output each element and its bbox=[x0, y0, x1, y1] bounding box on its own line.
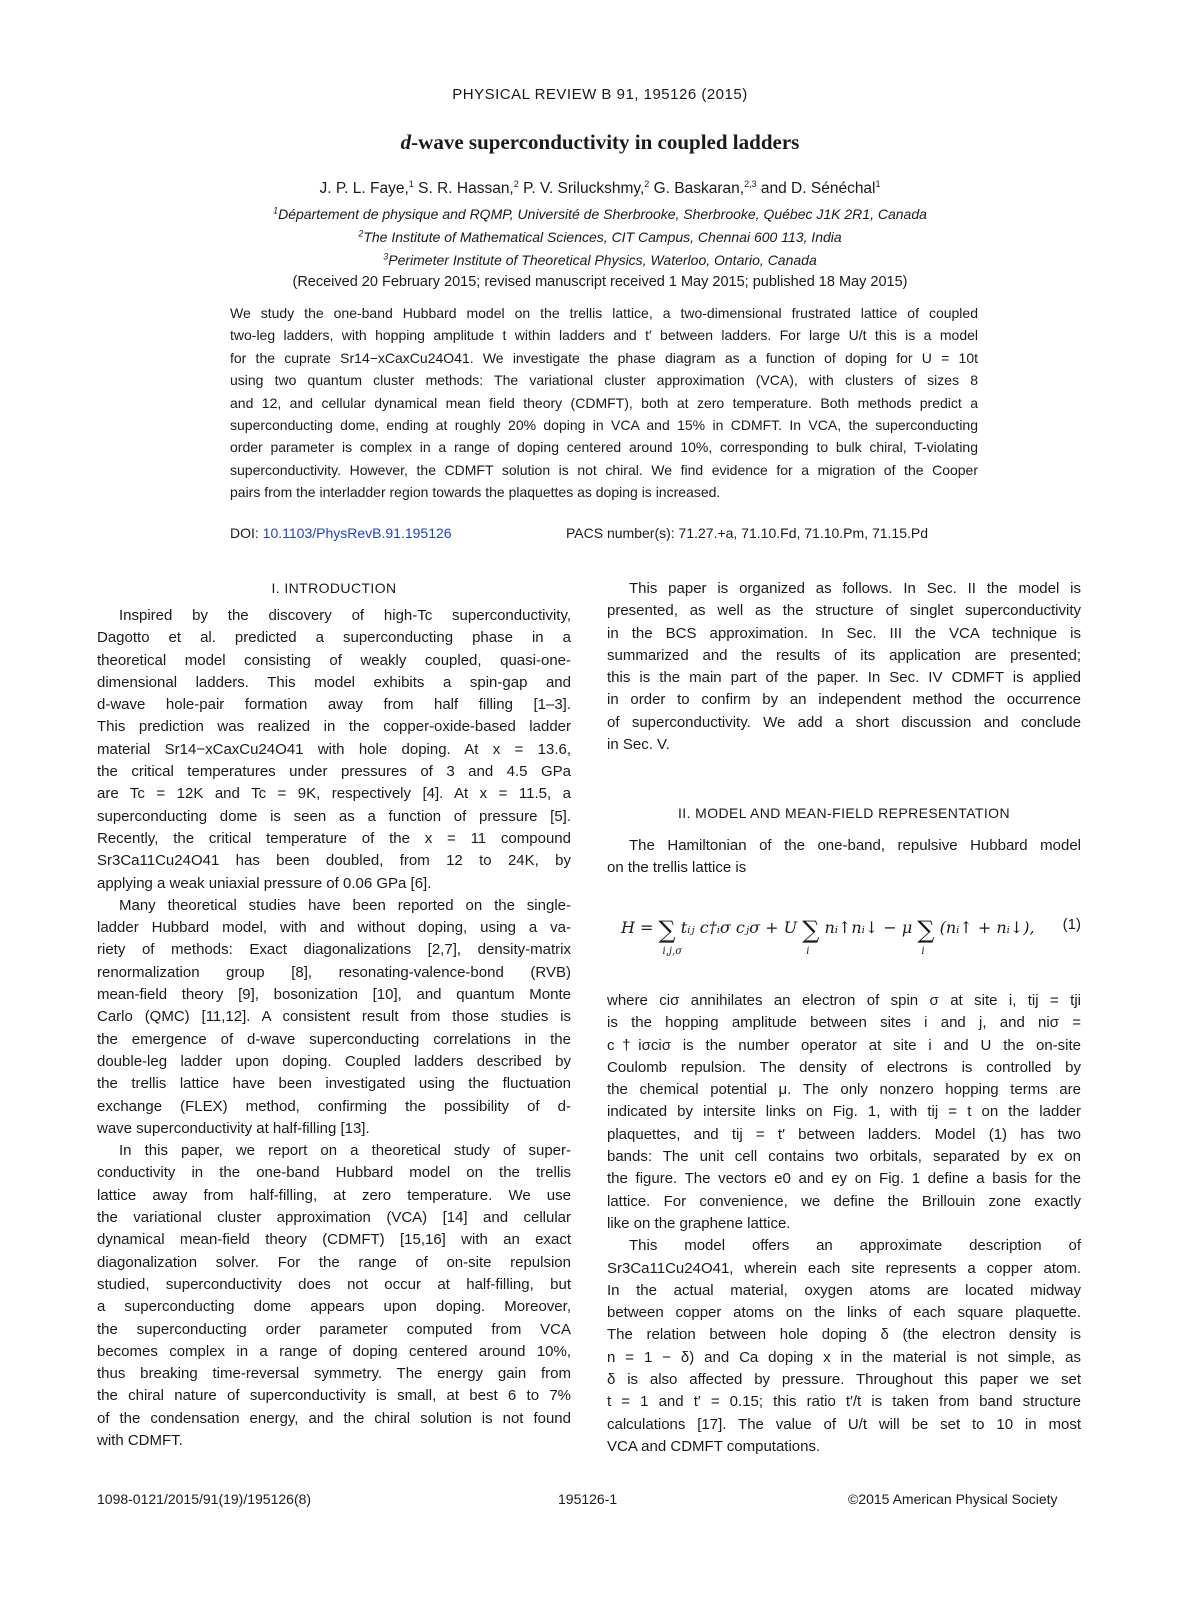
text-line: in Sec. V. bbox=[607, 736, 670, 754]
text-line: Dagotto et al. predicted a superconducting phase in a bbox=[97, 629, 571, 647]
text-line: Many theoretical studies have been reported on the single- bbox=[119, 896, 571, 914]
text-line: the emergence of d-wave superconducting correlations in the bbox=[97, 1030, 571, 1048]
text-line: the chiral nature of superconductivity is small, at best 6 to 7% bbox=[97, 1387, 571, 1405]
author-4-aff: 2,3 bbox=[744, 178, 757, 189]
left-column bbox=[97, 605, 571, 1452]
affiliation-3-text: Perimeter Institute of Theoretical Physics, Waterloo, Ontario, Canada bbox=[388, 252, 817, 268]
section-heading-introduction: I. INTRODUCTION bbox=[271, 580, 397, 596]
affiliation-1-mark: 1 bbox=[273, 205, 279, 216]
abstract-line: for the cuprate Sr14−xCaxCu24O41. We investigate the phase diagram as a function of doping for U = 10t bbox=[230, 349, 978, 366]
footer-issn: 1098-0121/2015/91(19)/195126(8) bbox=[97, 1491, 312, 1507]
author-2-aff: 2 bbox=[513, 178, 519, 189]
author-5: and D. Sénéchal bbox=[760, 180, 876, 197]
author-3-aff: 2 bbox=[644, 178, 650, 189]
text-line: indicated by intersite links on Fig. 1, with tij = t on the ladder bbox=[607, 1103, 1081, 1121]
author-4: G. Baskaran, bbox=[653, 180, 745, 197]
author-5-aff: 1 bbox=[875, 178, 881, 189]
text-line: lattice. For convenience, we define the Brillouin zone exactly bbox=[607, 1192, 1081, 1210]
sum-symbol-1: ∑ i,j,σ bbox=[658, 916, 683, 957]
doi-line bbox=[230, 525, 452, 541]
text-line: of the condensation energy, and the chiral solution is not found bbox=[97, 1409, 571, 1427]
equation-lhs: H = bbox=[621, 918, 654, 937]
text-line: Coulomb repulsion. The density of electrons is controlled by bbox=[607, 1058, 1081, 1076]
text-line: double-leg ladder upon doping. Coupled ladders described by bbox=[97, 1052, 571, 1070]
text-line: Sr3Ca11Cu24O41, wherein each site represents a copper atom. bbox=[607, 1259, 1081, 1277]
affiliation-3 bbox=[0, 252, 1200, 268]
abstract bbox=[230, 302, 978, 504]
abstract-line: using two quantum cluster methods: The variational cluster approximation (VCA), with clusters of sizes 8 bbox=[230, 372, 978, 389]
text-line: the critical temperatures under pressures of 3 and 4.5 GPa bbox=[97, 763, 571, 781]
text-line: Inspired by the discovery of high-Tc superconductivity, bbox=[119, 607, 571, 624]
abstract-line: and 12, and cellular dynamical mean field theory (CDMFT), both at zero temperature. Both methods predict a bbox=[230, 394, 978, 411]
author-1-aff: 1 bbox=[408, 178, 414, 189]
hamiltonian-equation bbox=[607, 912, 1081, 966]
author-2: S. R. Hassan, bbox=[418, 180, 514, 197]
sum-index-3: i bbox=[921, 946, 925, 957]
doi-label: DOI: bbox=[230, 525, 259, 541]
text-line: Recently, the critical temperature of the x = 11 compound bbox=[97, 829, 571, 847]
text-line: In the actual material, oxygen atoms are located midway bbox=[607, 1281, 1081, 1299]
abstract-line: We study the one-band Hubbard model on the trellis lattice, a two-dimensional frustrated lattice of coupled bbox=[230, 305, 978, 321]
text-line: becomes complex in a range of doping centered around 10%, bbox=[97, 1342, 571, 1360]
text-line: is the hopping amplitude between sites i and j, and niσ = bbox=[607, 1014, 1081, 1032]
text-line: where ciσ annihilates an electron of spin σ at site i, tij = tji bbox=[607, 992, 1081, 1009]
sum-index-2: i bbox=[806, 946, 810, 957]
equation-number: (1) bbox=[1062, 916, 1081, 933]
equation-term-2: nᵢ↑nᵢ↓ − μ bbox=[824, 918, 913, 937]
journal-header: PHYSICAL REVIEW B 91, 195126 (2015) bbox=[452, 86, 748, 103]
text-line: exchange (FLEX) method, confirming the possibility of d- bbox=[97, 1097, 571, 1115]
text-line: bands: The unit cell contains two orbitals, separated by ex on bbox=[607, 1148, 1081, 1166]
text-line: n = 1 − δ) and Ca doping x in the material is not simple, as bbox=[607, 1348, 1081, 1366]
sum-symbol-2: ∑ i bbox=[802, 916, 820, 957]
affiliation-2-text: The Institute of Mathematical Sciences, CIT Campus, Chennai 600 113, India bbox=[363, 229, 842, 245]
text-line: VCA and CDMFT computations. bbox=[607, 1437, 821, 1455]
abstract-line: superconducting dome, ending at roughly 20% doping in VCA and 15% in CDMFT. In VCA, the superconducting bbox=[230, 417, 978, 434]
text-line: mean-field theory [9], bosonization [10], and quantum Monte bbox=[97, 986, 571, 1004]
text-line: Carlo (QMC) [11,12]. A consistent result from those studies is bbox=[97, 1008, 571, 1026]
text-line: This model offers an approximate description of bbox=[629, 1237, 1081, 1255]
sum-index-1: i,j,σ bbox=[662, 946, 683, 957]
equation-term-1: tᵢⱼ c†ᵢσ cⱼσ + U bbox=[680, 918, 798, 937]
text-line: plaquettes, and tij = t′ between ladders. Model (1) has two bbox=[607, 1125, 1081, 1143]
affiliation-2-mark: 2 bbox=[358, 228, 364, 239]
text-line: summarized and the results of its application are presented; bbox=[607, 646, 1081, 664]
text-line: δ is also affected by pressure. Throughout this paper we set bbox=[607, 1371, 1081, 1389]
text-line: conductivity in the one-band Hubbard model on the trellis bbox=[97, 1164, 571, 1182]
text-line: lattice away from half-filling, at zero temperature. We use bbox=[97, 1186, 571, 1204]
text-line: superconducting dome is seen as a function of pressure [5]. bbox=[97, 807, 571, 825]
equation-body bbox=[621, 916, 1035, 957]
title-d: d bbox=[400, 130, 412, 154]
text-line: studied, superconductivity does not occur at half-filling, but bbox=[97, 1275, 571, 1293]
text-line: renormalization group [8], resonating-valence-bond (RVB) bbox=[97, 963, 571, 981]
text-line: In this paper, we report on a theoretical study of super- bbox=[119, 1142, 571, 1160]
text-line: The relation between hole doping δ (the electron density is bbox=[607, 1326, 1081, 1344]
text-line: in order to confirm by an independent method the occurrence bbox=[607, 691, 1081, 709]
section-heading-model: II. MODEL AND MEAN-FIELD REPRESENTATION bbox=[678, 805, 1010, 821]
text-line: This prediction was realized in the copper-oxide-based ladder bbox=[97, 718, 571, 736]
text-line: riety of methods: Exact diagonalizations [2,7], density-matrix bbox=[97, 941, 571, 959]
text-line: between copper atoms on the links of each square plaquette. bbox=[607, 1304, 1081, 1322]
abstract-line: superconductivity. However, the CDMFT solution is not chiral. We find evidence for a migration of the Cooper bbox=[230, 461, 978, 478]
author-list bbox=[0, 180, 1200, 198]
doi-link[interactable]: 10.1103/PhysRevB.91.195126 bbox=[262, 525, 452, 541]
text-line: with CDMFT. bbox=[97, 1431, 183, 1449]
text-line: ladder Hubbard model, with and without doping, using a va- bbox=[97, 919, 571, 937]
text-line: diagonalization solver. For the range of on-site repulsion bbox=[97, 1253, 571, 1271]
text-line: like on the graphene lattice. bbox=[607, 1214, 791, 1232]
right-column-top bbox=[607, 578, 1081, 756]
title-rest: -wave superconductivity in coupled ladders bbox=[411, 130, 800, 154]
affiliation-1 bbox=[0, 206, 1200, 222]
text-line: calculations [17]. The value of U/t will be set to 10 in most bbox=[607, 1415, 1081, 1433]
text-line: the variational cluster approximation (VCA) [14] and cellular bbox=[97, 1209, 571, 1227]
text-line: theoretical model consisting of weakly coupled, quasi-one- bbox=[97, 651, 571, 669]
sum-symbol-3: ∑ i bbox=[917, 916, 935, 957]
author-3: P. V. Sriluckshmy, bbox=[523, 180, 645, 197]
affiliation-3-mark: 3 bbox=[383, 251, 389, 262]
affiliation-2 bbox=[0, 229, 1200, 245]
model-intro bbox=[607, 835, 1081, 880]
paper-title bbox=[0, 130, 1200, 155]
text-line: on the trellis lattice is bbox=[607, 859, 747, 877]
footer-copyright: ©2015 American Physical Society bbox=[848, 1491, 1058, 1507]
text-line: c†iσciσ is the number operator at site i and U the on-site bbox=[607, 1036, 1081, 1054]
pacs-numbers: PACS number(s): 71.27.+a, 71.10.Fd, 71.10.Pm, 71.15.Pd bbox=[566, 525, 929, 541]
affiliation-1-text: Département de physique and RQMP, Université de Sherbrooke, Sherbrooke, Québec J1K 2R1, Canada bbox=[278, 206, 927, 222]
abstract-line: two-leg ladders, with hopping amplitude t within ladders and t′ between ladders. For large U/t this is a model bbox=[230, 327, 978, 344]
text-line: material Sr14−xCaxCu24O41 with hole doping. At x = 13.6, bbox=[97, 740, 571, 758]
text-line: the superconducting order parameter computed from VCA bbox=[97, 1320, 571, 1338]
equation-term-3: (nᵢ↑ + nᵢ↓), bbox=[939, 918, 1035, 937]
right-column-bottom bbox=[607, 990, 1081, 1458]
text-line: of superconductivity. We add a short discussion and conclude bbox=[607, 713, 1081, 731]
text-line: Sr3Ca11Cu24O41 has been doubled, from 12 to 24K, by bbox=[97, 852, 571, 870]
text-line: presented, as well as the structure of singlet superconductivity bbox=[607, 602, 1081, 620]
received-dates: (Received 20 February 2015; revised manuscript received 1 May 2015; published 18 May 2015) bbox=[292, 274, 908, 290]
text-line: dynamical mean-field theory (CDMFT) [15,16] with an exact bbox=[97, 1231, 571, 1249]
text-line: The Hamiltonian of the one-band, repulsive Hubbard model bbox=[629, 837, 1081, 854]
abstract-line: order parameter is complex in a range of doping centered around 10%, corresponding to bulk chiral, T-violating bbox=[230, 439, 978, 456]
text-line: a superconducting dome appears upon doping. Moreover, bbox=[97, 1298, 571, 1316]
text-line: thus breaking time-reversal symmetry. The energy gain from bbox=[97, 1365, 571, 1383]
text-line: are Tc = 12K and Tc = 9K, respectively [4]. At x = 11.5, a bbox=[97, 785, 571, 803]
footer-page-number: 195126-1 bbox=[558, 1491, 618, 1507]
text-line: wave superconductivity at half-filling [13]. bbox=[97, 1119, 370, 1137]
text-line: the chemical potential μ. The only nonzero hopping terms are bbox=[607, 1081, 1081, 1099]
text-line: in the BCS approximation. In Sec. III the VCA technique is bbox=[607, 624, 1081, 642]
text-line: this is the main part of the paper. In Sec. IV CDMFT is applied bbox=[607, 669, 1081, 687]
text-line: the figure. The vectors e0 and ey on Fig. 1 define a basis for the bbox=[607, 1170, 1081, 1188]
text-line: the trellis lattice have been investigated using the fluctuation bbox=[97, 1075, 571, 1093]
text-line: This paper is organized as follows. In Sec. II the model is bbox=[629, 580, 1081, 597]
abstract-line: pairs from the interladder region towards the plaquettes as doping is increased. bbox=[230, 484, 721, 501]
author-1: J. P. L. Faye, bbox=[319, 180, 409, 197]
text-line: t = 1 and t′ = 0.15; this ratio t′/t is taken from band structure bbox=[607, 1393, 1081, 1411]
text-line: dimensional ladders. This model exhibits a spin-gap and bbox=[97, 673, 571, 691]
text-line: applying a weak uniaxial pressure of 0.06 GPa [6]. bbox=[97, 874, 432, 892]
text-line: d-wave hole-pair formation away from half filling [1–3]. bbox=[97, 696, 571, 714]
